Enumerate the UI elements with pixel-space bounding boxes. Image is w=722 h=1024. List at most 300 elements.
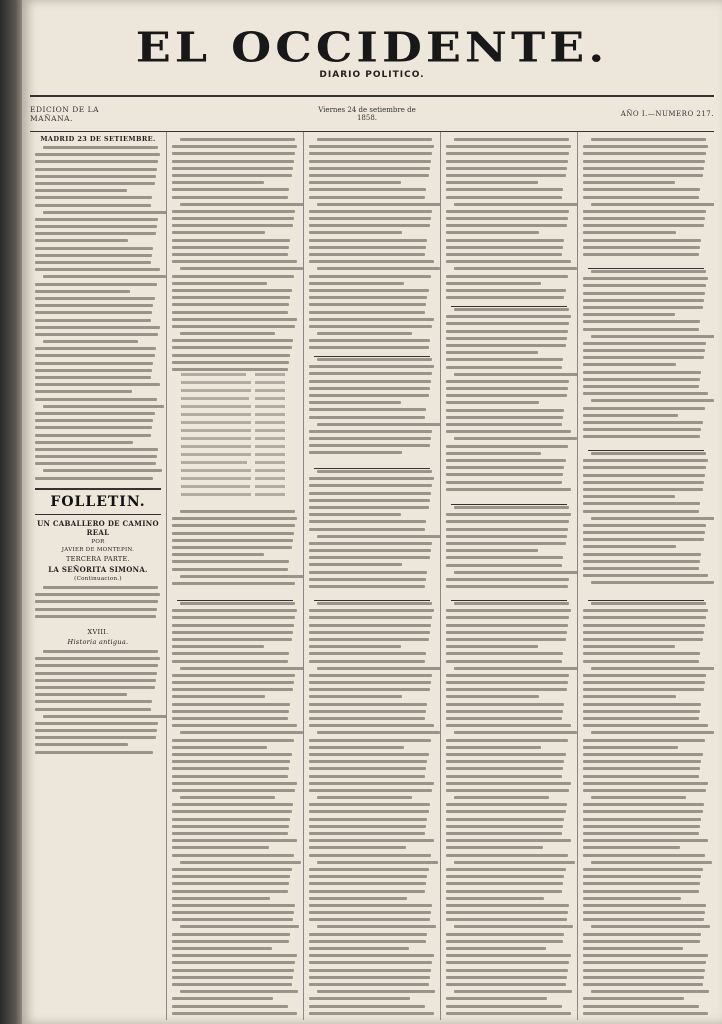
text-line [583,703,701,706]
text-line [583,810,703,813]
text-line [583,495,675,498]
article-text-block [583,452,709,588]
text-line [35,434,151,437]
text-line [309,224,430,227]
section-divider [451,306,567,307]
text-line [309,854,431,857]
text-line [172,940,289,943]
text-line [446,466,564,469]
text-line [180,602,296,605]
text-line [446,423,562,426]
text-line [309,387,430,390]
text-line [35,398,157,401]
text-line [309,188,426,191]
text-line [172,746,267,749]
column-4 [441,132,578,1020]
text-line [309,563,402,566]
text-line [309,325,432,328]
newspaper-title: EL OCCIDENTE. [135,22,609,72]
text-line [583,466,706,469]
text-line [172,890,288,893]
text-line [172,239,290,242]
story-text-block [35,586,161,626]
text-line [583,299,704,302]
text-line [35,693,127,696]
text-line [309,437,431,440]
text-line [180,138,296,141]
text-line [35,383,160,386]
text-line [309,753,429,756]
text-line [583,210,706,213]
table-row-label [181,461,247,464]
table-row-label [181,429,251,432]
folletin-text-block [583,602,709,1012]
text-line [317,203,441,206]
text-line [317,470,433,473]
text-line [309,803,430,806]
text-line [35,657,160,660]
column-divider [588,600,704,601]
text-line [35,225,157,228]
table-row-label [181,445,251,448]
text-line [172,145,297,148]
text-line [35,304,153,307]
text-line [309,947,409,950]
text-line [454,203,578,206]
text-line [583,911,705,914]
text-line [583,717,699,720]
text-line [309,181,401,184]
text-line [309,660,425,663]
table-row-label [181,437,251,440]
text-line [591,925,711,928]
table-row-value [255,421,285,424]
table-row-value [255,413,285,416]
text-line [172,789,295,792]
text-line [317,667,441,670]
text-line [172,760,290,763]
newspaper-subtitle: DIARIO POLITICO. [319,70,425,80]
text-line [454,796,550,799]
text-line [583,818,701,821]
text-line [172,868,292,871]
text-line [309,724,434,727]
text-line [583,918,704,921]
text-line [35,686,155,689]
text-line [583,868,703,871]
text-line [317,731,440,734]
table-row [181,370,289,378]
text-line [583,363,676,366]
text-line [172,961,295,964]
text-line [446,315,571,318]
text-line [583,239,701,242]
text-line [446,983,566,986]
text-line [446,224,567,227]
text-line [583,284,706,287]
text-line [454,925,574,928]
text-line [446,789,569,792]
text-line [583,145,708,148]
text-line [583,174,703,177]
text-line [172,152,295,155]
text-line [446,746,541,749]
text-line [446,760,564,763]
text-line [583,638,703,641]
text-line [180,267,303,270]
text-line [583,560,700,563]
text-line [454,308,570,311]
text-line [309,394,429,397]
text-line [35,664,158,667]
text-line [172,568,288,571]
text-line [35,722,158,725]
article-text-block [309,470,435,588]
text-line [172,224,293,227]
text-line [317,861,438,864]
text-line [172,997,273,1000]
text-line [583,510,699,513]
text-line [172,181,264,184]
text-line [35,615,156,618]
text-line [309,832,425,835]
chapter-title: Historia antigua. [67,638,129,646]
text-line [446,459,566,462]
text-line [446,246,563,249]
text-line [446,767,563,770]
text-line [35,672,157,675]
text-line [583,246,700,249]
text-line [446,181,538,184]
text-line [446,188,563,191]
text-line [35,448,158,451]
text-line [172,681,294,684]
text-line [172,638,292,641]
text-line [35,268,160,271]
text-line [583,385,699,388]
text-line [35,593,160,596]
text-line [317,358,433,361]
text-line [317,602,433,605]
text-line [446,430,571,433]
table-row [181,418,289,426]
chapter-text-block [35,650,161,770]
article-text-block [583,270,709,440]
text-line [180,203,304,206]
text-line [446,231,539,234]
text-line [591,517,714,520]
text-line [446,897,544,900]
text-line [309,969,431,972]
text-line [446,578,569,581]
text-line [583,553,701,556]
text-line [583,196,699,199]
text-line [583,940,700,943]
text-line [172,325,295,328]
text-line [446,947,546,950]
text-line [446,976,567,979]
text-line [309,408,426,411]
text-line [172,782,297,785]
table-row-label [181,485,250,488]
text-line [583,231,676,234]
text-line [583,846,680,849]
text-line [35,333,158,336]
text-line [172,346,292,349]
text-line [446,1005,562,1008]
text-line [591,452,707,455]
text-line [583,746,678,749]
text-line [309,578,426,581]
text-line [583,313,675,316]
text-line [583,933,701,936]
text-line [446,445,568,448]
text-line [583,488,703,491]
text-line [583,688,704,691]
text-line [172,832,288,835]
text-line [583,710,700,713]
text-line [172,710,289,713]
text-line [172,524,295,527]
table-row [181,410,289,418]
table-rows [181,370,289,498]
text-line [35,700,152,703]
text-line [317,332,413,335]
text-line [446,260,571,263]
text-line [591,796,687,799]
section-divider [451,504,567,505]
table-row [181,474,289,482]
table-row-label [181,493,251,496]
text-line [309,196,425,199]
table-row-value [255,437,285,440]
text-line [583,356,704,359]
text-line [172,289,292,292]
text-line [35,153,160,156]
text-line [454,990,572,993]
text-line [180,332,276,335]
text-line [583,616,706,619]
text-line [454,731,577,734]
text-line [446,210,569,213]
table-row [181,402,289,410]
column-3 [304,132,441,1020]
text-line [309,556,430,559]
text-line [309,616,432,619]
text-line [180,575,304,578]
text-line [317,990,435,993]
table-row-value [255,493,285,496]
table-row [181,450,289,458]
text-line [172,652,289,655]
text-line [172,724,297,727]
text-line [583,538,704,541]
text-line [35,239,128,242]
newspaper-page [22,0,722,1024]
text-line [454,138,570,141]
text-line [172,976,293,979]
text-line [446,549,538,552]
text-line [309,983,429,986]
text-line [583,378,700,381]
text-line [583,969,705,972]
text-line [583,854,705,857]
text-line [454,437,577,440]
text-line [172,947,272,950]
text-line [446,380,569,383]
text-line [446,825,563,828]
text-line [446,609,571,612]
text-line [172,875,290,878]
text-line [309,782,434,785]
text-line [583,414,678,417]
text-line [309,609,434,612]
text-line [446,473,563,476]
text-line [35,319,151,322]
section-divider [314,468,430,469]
text-line [172,624,294,627]
text-line [583,474,705,477]
text-line [446,585,568,588]
text-line [446,452,541,455]
folletin-title: FOLLETIN. [35,488,161,515]
text-line [309,760,427,763]
text-line [446,660,562,663]
text-line [583,524,706,527]
text-line [309,631,430,634]
text-line [446,904,569,907]
text-line [309,846,406,849]
text-line [446,239,564,242]
text-line [591,602,707,605]
text-line [446,217,568,220]
text-line [35,362,153,365]
text-line [309,710,426,713]
column-divider [314,600,430,601]
text-line [583,739,705,742]
text-line [309,430,432,433]
text-line [583,674,706,677]
text-line [172,532,294,535]
text-line [172,188,289,191]
text-line [309,513,401,516]
table-row-label [181,389,251,392]
text-line [583,976,704,979]
text-line [446,775,562,778]
text-line [446,710,563,713]
text-line [583,306,703,309]
text-line [583,997,684,1000]
edition-label: EDICION DE LA MAÑANA. [30,105,100,123]
text-line [172,539,293,542]
table-row [181,434,289,442]
text-line [35,189,127,192]
text-line [583,531,705,534]
text-line [591,731,714,734]
table-row [181,426,289,434]
text-line [446,528,568,531]
text-line [172,645,264,648]
text-line [172,846,269,849]
text-line [591,270,707,273]
text-line [43,469,163,472]
text-line [446,645,538,648]
text-line [446,969,568,972]
text-line [309,904,432,907]
text-line [309,839,434,842]
column-5 [578,132,714,1020]
text-line [583,753,703,756]
text-line [43,146,159,149]
text-line [309,160,431,163]
text-line [583,574,708,577]
table-row-value [255,389,285,392]
text-line [172,546,292,549]
text-line [309,416,425,419]
text-line [446,556,563,559]
text-line [446,167,567,170]
text-line [180,731,303,734]
text-line [454,373,578,376]
text-line [309,1012,434,1015]
text-line [309,231,402,234]
article-text-block [446,308,572,494]
text-line [35,477,153,480]
text-line [309,674,432,677]
text-line [583,320,700,323]
text-line [309,918,430,921]
text-line [309,339,430,342]
text-line [583,328,699,331]
text-line [172,688,293,691]
text-line [172,717,288,720]
text-line [309,167,430,170]
table-row-value [255,381,285,384]
text-line [172,825,289,828]
text-line [309,882,426,885]
table-row-value [255,485,285,488]
text-line [35,204,151,207]
text-line [172,303,289,306]
text-line [446,488,571,491]
text-line [446,322,569,325]
text-line [309,818,427,821]
text-line [309,542,432,545]
text-line [172,674,295,677]
text-line [446,753,566,756]
text-line [309,681,431,684]
text-line [35,326,160,329]
story-continuation: (Continuacion.) [74,576,122,582]
text-line [446,846,543,849]
text-line [583,947,683,950]
text-line [309,152,432,155]
column-1 [30,132,167,1020]
text-line [309,1005,425,1008]
text-line [591,581,714,584]
text-line [309,911,431,914]
table-row-label [181,477,251,480]
text-line [446,674,569,677]
text-line [309,372,432,375]
text-line [35,311,152,314]
text-line [172,918,293,921]
text-line [583,217,705,220]
text-line [35,247,153,250]
text-line [583,1005,699,1008]
text-line [583,695,676,698]
text-line [583,652,700,655]
